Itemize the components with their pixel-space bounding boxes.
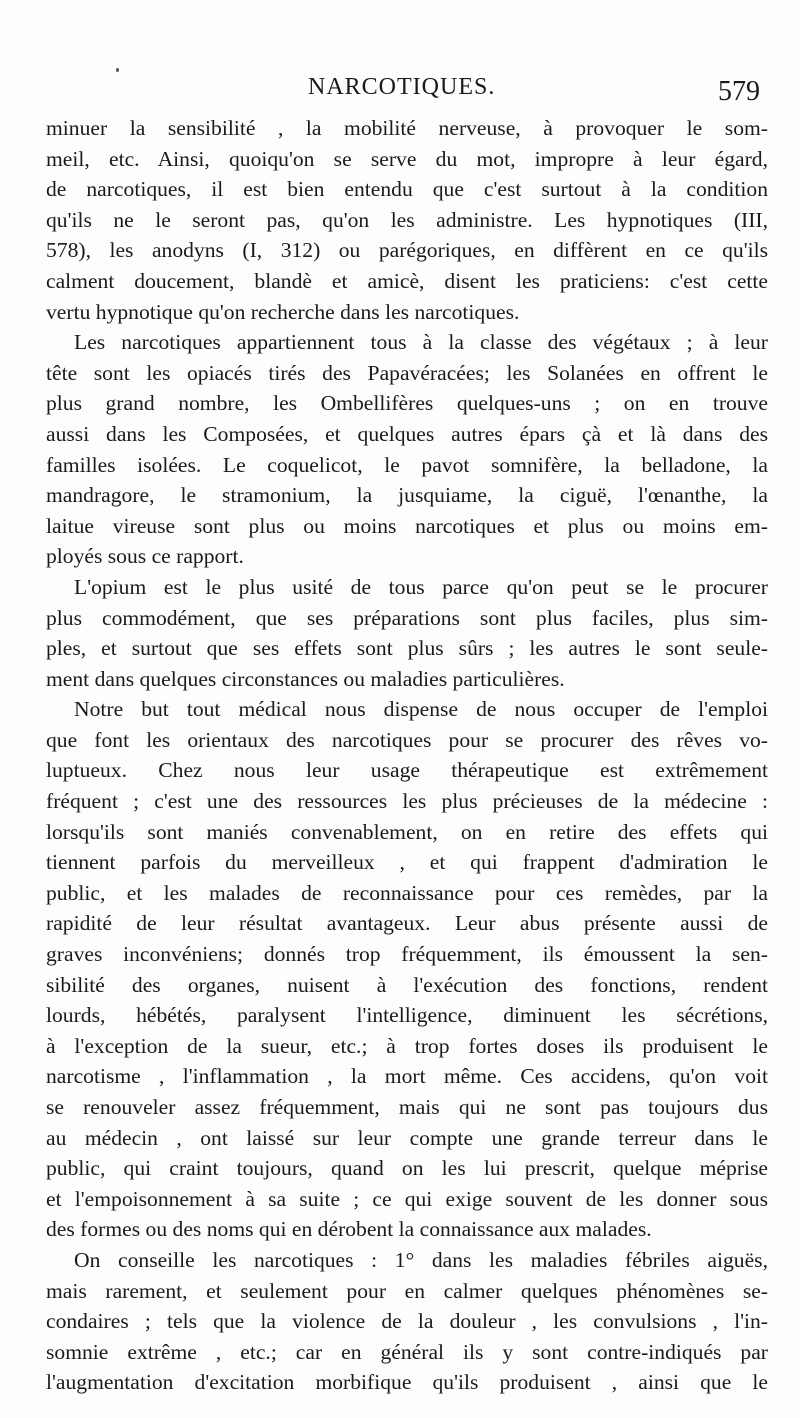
text-line: tête sont les opiacés tirés des Papavéracées; les Solanées en offrent le bbox=[46, 360, 768, 385]
text-line: rapidité de leur résultat avantageux. Leur abus présente aussi de bbox=[46, 911, 768, 936]
text-line: lourds, hébétés, paralysent l'intelligence, diminuent les sécrétions, bbox=[46, 1003, 768, 1028]
text-line: luptueux. Chez nous leur usage thérapeutique est extrêmement bbox=[46, 758, 768, 783]
text-line: calment doucement, blandè et amicè, disent les praticiens: c'est cette bbox=[46, 268, 768, 293]
text-line: plus grand nombre, les Ombellifères quelques-uns ; on en trouve bbox=[46, 391, 768, 416]
text-line: au médecin , ont laissé sur leur compte une grande terreur dans le bbox=[46, 1125, 768, 1150]
text-line: On conseille les narcotiques : 1° dans les maladies fébriles aiguës, bbox=[74, 1247, 768, 1272]
text-line: public, qui craint toujours, quand on les lui prescrit, quelque méprise bbox=[46, 1156, 768, 1181]
text-line: tiennent parfois du merveilleux , et qui frappent d'admiration le bbox=[46, 850, 768, 875]
text-line: et l'empoisonnement à sa suite ; ce qui exige souvent de les donner sous bbox=[46, 1186, 768, 1211]
text-line: laitue vireuse sont plus ou moins narcotiques et plus ou moins em- bbox=[46, 513, 768, 538]
text-line: ment dans quelques circonstances ou maladies particulières. bbox=[46, 666, 565, 691]
text-line: que font les orientaux des narcotiques pour se procurer des rêves vo- bbox=[46, 727, 768, 752]
text-line: fréquent ; c'est une des ressources les plus précieuses de la médecine : bbox=[46, 789, 768, 814]
text-line: plus commodément, que ses préparations sont plus faciles, plus sim- bbox=[46, 605, 768, 630]
text-line: L'opium est le plus usité de tous parce qu'on peut se le procurer bbox=[74, 574, 768, 599]
text-line: à l'exception de la sueur, etc.; à trop fortes doses ils produisent le bbox=[46, 1033, 768, 1058]
text-line: condaires ; tels que la violence de la douleur , les convulsions , l'in- bbox=[46, 1309, 768, 1334]
text-line: vertu hypnotique qu'on recherche dans les narcotiques. bbox=[46, 299, 520, 324]
text-line: public, et les malades de reconnaissance pour ces remèdes, par la bbox=[46, 880, 768, 905]
text-line: aussi dans les Composées, et quelques autres épars çà et là dans des bbox=[46, 421, 768, 446]
text-line: meil, etc. Ainsi, quoiqu'on se serve du mot, impropre à leur égard, bbox=[46, 146, 768, 171]
text-line: ployés sous ce rapport. bbox=[46, 544, 244, 569]
running-header bbox=[0, 72, 800, 108]
text-line: lorsqu'ils sont maniés convenablement, on en retire des effets qui bbox=[46, 819, 768, 844]
text-line: minuer la sensibilité , la mobilité nerveuse, à provoquer le som- bbox=[46, 116, 768, 140]
text-line: sibilité des organes, nuisent à l'exécution des fonctions, rendent bbox=[46, 972, 768, 997]
text-line: mais rarement, et seulement pour en calmer quelques phénomènes se- bbox=[46, 1278, 768, 1303]
text-line: des formes ou des noms qui en dérobent la connaissance aux malades. bbox=[46, 1217, 652, 1242]
text-line: se renouveler assez fréquemment, mais qui ne sont pas toujours dus bbox=[46, 1095, 768, 1119]
text-line: Les narcotiques appartiennent tous à la classe des végétaux ; à leur bbox=[74, 330, 768, 355]
text-line: l'augmentation d'excitation morbifique qu'ils produisent , ainsi que le bbox=[46, 1370, 768, 1395]
text-line: somnie extrême , etc.; car en général ils y sont contre-indiqués par bbox=[46, 1339, 768, 1364]
running-title: NARCOTIQUES. bbox=[308, 74, 496, 100]
text-line: Notre but tout médical nous dispense de nous occuper de l'emploi bbox=[74, 697, 768, 722]
text-line: 578), les anodyns (I, 312) ou parégoriques, en diffèrent en ce qu'ils bbox=[46, 238, 768, 263]
text-line: mandragore, le stramonium, la jusquiame, la ciguë, l'œnanthe, la bbox=[46, 483, 768, 508]
text-line: de narcotiques, il est bien entendu que c'est surtout à la condition bbox=[46, 177, 768, 202]
text-line: narcotisme , l'inflammation , la mort même. Ces accidens, qu'on voit bbox=[46, 1064, 768, 1089]
text-line: familles isolées. Le coquelicot, le pavot somnifère, la belladone, la bbox=[46, 452, 768, 477]
text-line: ples, et surtout que ses effets sont plus sûrs ; les autres le sont seule- bbox=[46, 636, 768, 661]
body-text bbox=[46, 113, 768, 1398]
page-number: 579 bbox=[718, 76, 760, 107]
text-line: graves inconvéniens; donnés trop fréquemment, ils émoussent la sen- bbox=[46, 942, 768, 967]
text-line: qu'ils ne le seront pas, qu'on les administre. Les hypnotiques (III, bbox=[46, 207, 768, 232]
